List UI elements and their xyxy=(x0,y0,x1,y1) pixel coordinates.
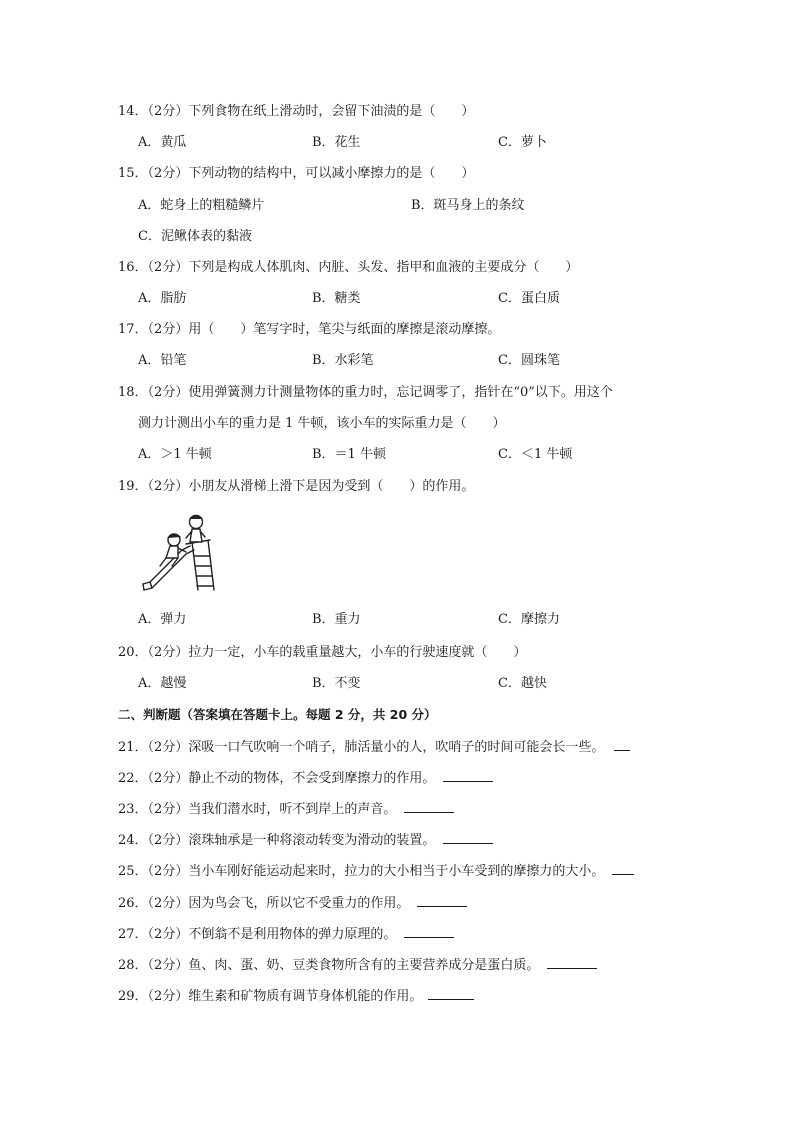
option-b: B．重力 xyxy=(312,612,361,627)
judgement-text: 28．（2分）鱼、肉、蛋、奶、豆类食物所含有的主要营养成分是蛋白质。 xyxy=(118,958,540,973)
option-a: A．黄瓜 xyxy=(138,135,187,150)
question-14-stem: 14．（2分）下列食物在纸上滑动时，会留下油渍的是（ ） xyxy=(118,104,475,119)
question-20-stem: 20．（2分）拉力一定，小车的载重量越大，小车的行驶速度就（ ） xyxy=(118,645,527,660)
answer-blank[interactable] xyxy=(547,956,597,969)
option-c: C．＜1 牛顿 xyxy=(498,447,573,462)
option-a: A．蛇身上的粗糙鳞片 xyxy=(138,198,265,213)
judgement-text: 26．（2分）因为鸟会飞，所以它不受重力的作用。 xyxy=(118,896,410,911)
answer-blank[interactable] xyxy=(614,738,630,751)
question-19-stem: 19．（2分）小朋友从滑梯上滑下是因为受到（ ）的作用。 xyxy=(118,479,475,494)
option-c: C．蛋白质 xyxy=(498,291,560,306)
question-17-stem: 17．（2分）用（ ）笔写字时，笔尖与纸面的摩擦是滚动摩擦。 xyxy=(118,322,501,337)
option-b: B．花生 xyxy=(312,135,361,150)
option-b: B．糖类 xyxy=(312,291,361,306)
answer-blank[interactable] xyxy=(428,987,474,1000)
judgement-item xyxy=(118,800,454,819)
judgement-text: 24．（2分）滚珠轴承是一种将滚动转变为滑动的装置。 xyxy=(118,833,436,848)
judgement-item xyxy=(118,769,493,788)
question-15-stem: 15．（2分）下列动物的结构中，可以减小摩擦力的是（ ） xyxy=(118,166,475,181)
option-b: B．水彩笔 xyxy=(312,353,374,368)
answer-blank[interactable] xyxy=(612,862,634,875)
judgement-item xyxy=(118,862,634,881)
option-a: A．＞1 牛顿 xyxy=(138,447,212,462)
judgement-item xyxy=(118,738,630,757)
answer-blank[interactable] xyxy=(417,894,467,907)
option-c: C．萝卜 xyxy=(498,135,547,150)
judgement-text: 29．（2分）维生素和矿物质有调节身体机能的作用。 xyxy=(118,989,423,1004)
option-b: B．斑马身上的条纹 xyxy=(411,198,525,213)
option-a: A．弹力 xyxy=(138,612,187,627)
children-on-slide-illustration xyxy=(140,510,224,596)
option-a: A．越慢 xyxy=(138,676,187,691)
question-16-stem: 16．（2分）下列是构成人体肌肉、内脏、头发、指甲和血液的主要成分（ ） xyxy=(118,260,579,275)
option-c: C．越快 xyxy=(498,676,547,691)
answer-blank[interactable] xyxy=(443,769,493,782)
option-a: A．脂肪 xyxy=(138,291,187,306)
question-18-stem-continued: 测力计测出小车的重力是 1 牛顿，该小车的实际重力是（ ） xyxy=(138,416,506,431)
option-b: B．＝1 牛顿 xyxy=(312,447,386,462)
judgement-text: 21．（2分）深吸一口气吹响一个哨子，肺活量小的人，吹哨子的时间可能会长一些。 xyxy=(118,740,605,755)
judgement-text: 23．（2分）当我们潜水时，听不到岸上的声音。 xyxy=(118,802,397,817)
answer-blank[interactable] xyxy=(404,925,454,938)
answer-blank[interactable] xyxy=(443,831,493,844)
answer-blank[interactable] xyxy=(404,800,454,813)
judgement-item xyxy=(118,956,597,975)
judgement-text: 22．（2分）静止不动的物体，不会受到摩擦力的作用。 xyxy=(118,771,436,786)
judgement-item xyxy=(118,925,454,944)
judgement-text: 25．（2分）当小车刚好能运动起来时，拉力的大小相当于小车受到的摩擦力的大小。 xyxy=(118,864,605,879)
option-a: A．铅笔 xyxy=(138,353,187,368)
option-c: C．圆珠笔 xyxy=(498,353,560,368)
option-b: B．不变 xyxy=(312,676,361,691)
judgement-item xyxy=(118,831,493,850)
option-c: C．泥鳅体表的黏液 xyxy=(138,229,252,244)
question-18-stem: 18．（2分）使用弹簧测力计测量物体的重力时，忘记调零了，指针在“0”以下。用这个 xyxy=(118,385,613,400)
option-c: C．摩擦力 xyxy=(498,612,560,627)
judgement-text: 27．（2分）不倒翁不是利用物体的弹力原理的。 xyxy=(118,927,397,942)
judgement-item xyxy=(118,894,467,913)
judgement-item xyxy=(118,987,474,1006)
section-2-heading: 二、判断题（答案填在答题卡上。每题 2 分，共 20 分） xyxy=(118,707,437,722)
